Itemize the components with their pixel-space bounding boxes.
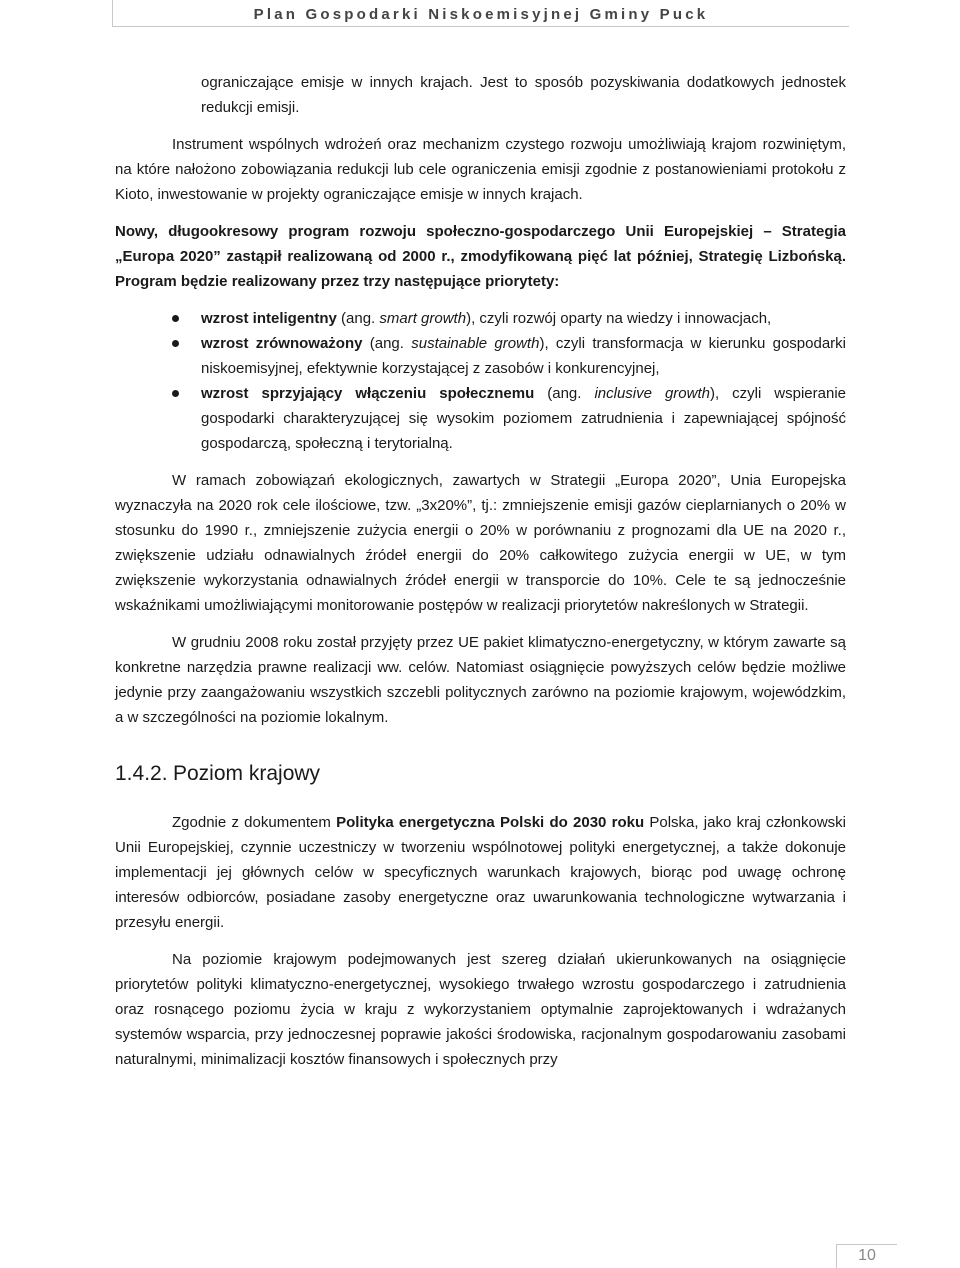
page-number-box xyxy=(836,1244,897,1268)
page-header xyxy=(112,0,849,27)
priority-text: (ang. xyxy=(362,335,412,352)
paragraph-package: W grudniu 2008 roku został przyjęty przez UE pakiet klimatyczno-energetyczny, w którym zawarte są konkretne narzędzia prawne realizacji ww. celów. Natomiast osiągnięcie powyższych celów będzie możliwe jedynie przy zaangażowaniu wszystkich szczebli politycznych zarówno na poziomie krajowym, wojewódzkim, a w szczególności na poziomie lokalnym. xyxy=(115,634,846,726)
policy-text: Polska, jako kraj członkowski Unii Europejskiej, czynnie uczestniczy w tworzeniu wspólnotowej polityki energetycznej, a także dokonuje implementacji jej głównych celów w specyficznych warunkach krajowych, biorąc pod uwagę ochronę interesów odbiorców, posiadane zasoby energetyczne oraz uwarunkowania technologiczne wytwarzania i przesyłu energii. xyxy=(115,814,847,931)
priorities-list xyxy=(115,306,846,456)
paragraph-instrument: Instrument wspólnych wdrożeń oraz mechanizm czystego rozwoju umożliwiają krajom rozwiniętym, na które nałożono zobowiązania redukcji lub cele ograniczenia emisji zgodnie z postanowieniami protokołu z Kioto, inwestowanie w projekty ograniczające emisje w innych krajach. xyxy=(115,136,846,203)
priority-english-term: sustainable growth xyxy=(411,335,540,352)
section-title: Poziom krajowy xyxy=(173,762,321,785)
policy-text: Zgodnie z dokumentem xyxy=(172,814,337,831)
priority-text: ), czyli rozwój oparty na wiedzy i innowacjach, xyxy=(466,310,772,327)
paragraph-national: Na poziomie krajowym podejmowanych jest szereg działań ukierunkowanych na osiągnięcie priorytetów polityki klimatyczno-energetycznej, wysokiego trwałego wzrostu gospodarczego i zatrudnienia oraz rosnącego poziomu życia w kraju z wykorzystaniem optymalnie zaprojektowanych i wdrażanych systemów wsparcia, przy jednoczesnej poprawie jakości środowiska, racjonalnym gospodarowaniu zasobami naturalnymi, minimalizacji kosztów finansowych i społecznych przy xyxy=(115,951,846,1068)
priority-name: wzrost sprzyjający włączeniu społecznemu xyxy=(201,385,535,402)
priority-text: (ang. xyxy=(534,385,595,402)
paragraph-strategy: Nowy, długookresowy program rozwoju społeczno-gospodarczego Unii Europejskiej – Strategia „Europa 2020” zastąpił realizowaną od 2000 r., zmodyfikowaną pięć lat później, Strategię Lizbońską. Program będzie realizowany przez trzy następujące priorytety: xyxy=(115,223,846,290)
paragraph-commitments: W ramach zobowiązań ekologicznych, zawartych w Strategii „Europa 2020”, Unia Europejska wyznaczyła na 2020 rok cele ilościowe, tzw. „3x20%”, tj.: zmniejszenie emisji gazów cieplarnianych o 20% w stosunku do 1990 r., zmniejszenie zużycia energii o 20% w porównaniu z prognozami dla UE na 2020 r., zwiększenie udziału odnawialnych źródeł energii do 20% całkowitego zużycia energii w UE, w tym zwiększenie wykorzystania odnawialnych źródeł energii w transporcie do 10%. Cele te są jednocześnie wskaźnikami umożliwiającymi monitorowanie postępów w realizacji priorytetów nakreślonych w Strategii. xyxy=(115,472,846,614)
bullet-icon xyxy=(172,390,179,397)
bullet-continuation-text: ograniczające emisje w innych krajach. Jest to sposób pozyskiwania dodatkowych jednostek redukcji emisji. xyxy=(201,74,846,116)
page-number: 10 xyxy=(858,1247,876,1264)
section-number: 1.4.2. xyxy=(115,762,168,785)
priority-english-term: inclusive growth xyxy=(594,385,710,402)
priority-name: wzrost zrównoważony xyxy=(201,335,363,352)
priority-english-term: smart growth xyxy=(379,310,467,327)
priority-name: wzrost inteligentny xyxy=(201,310,337,327)
section-heading xyxy=(115,760,846,788)
list-item xyxy=(115,381,846,456)
list-item xyxy=(115,331,846,381)
bullet-icon xyxy=(172,340,179,347)
header-title: Plan Gospodarki Niskoemisyjnej Gminy Puck xyxy=(253,6,709,23)
bullet-continuation xyxy=(115,70,846,120)
priority-text: ), czyli transformacja w kierunku gospodarki niskoemisyjnej, efektywnie korzystającej z zasobów i konkurencyjnej, xyxy=(201,335,847,377)
bullet-icon xyxy=(172,315,179,322)
priority-text: (ang. xyxy=(336,310,380,327)
policy-document-title: Polityka energetyczna Polski do 2030 roku xyxy=(336,814,645,831)
list-item xyxy=(115,306,846,331)
priority-text: ), czyli wspieranie gospodarki charakteryzującej się wysokim poziomem zatrudnienia i zapewniającej spójność gospodarczą, społeczną i terytorialną. xyxy=(201,385,846,452)
document-body xyxy=(115,70,846,1072)
paragraph-policy xyxy=(115,810,846,935)
